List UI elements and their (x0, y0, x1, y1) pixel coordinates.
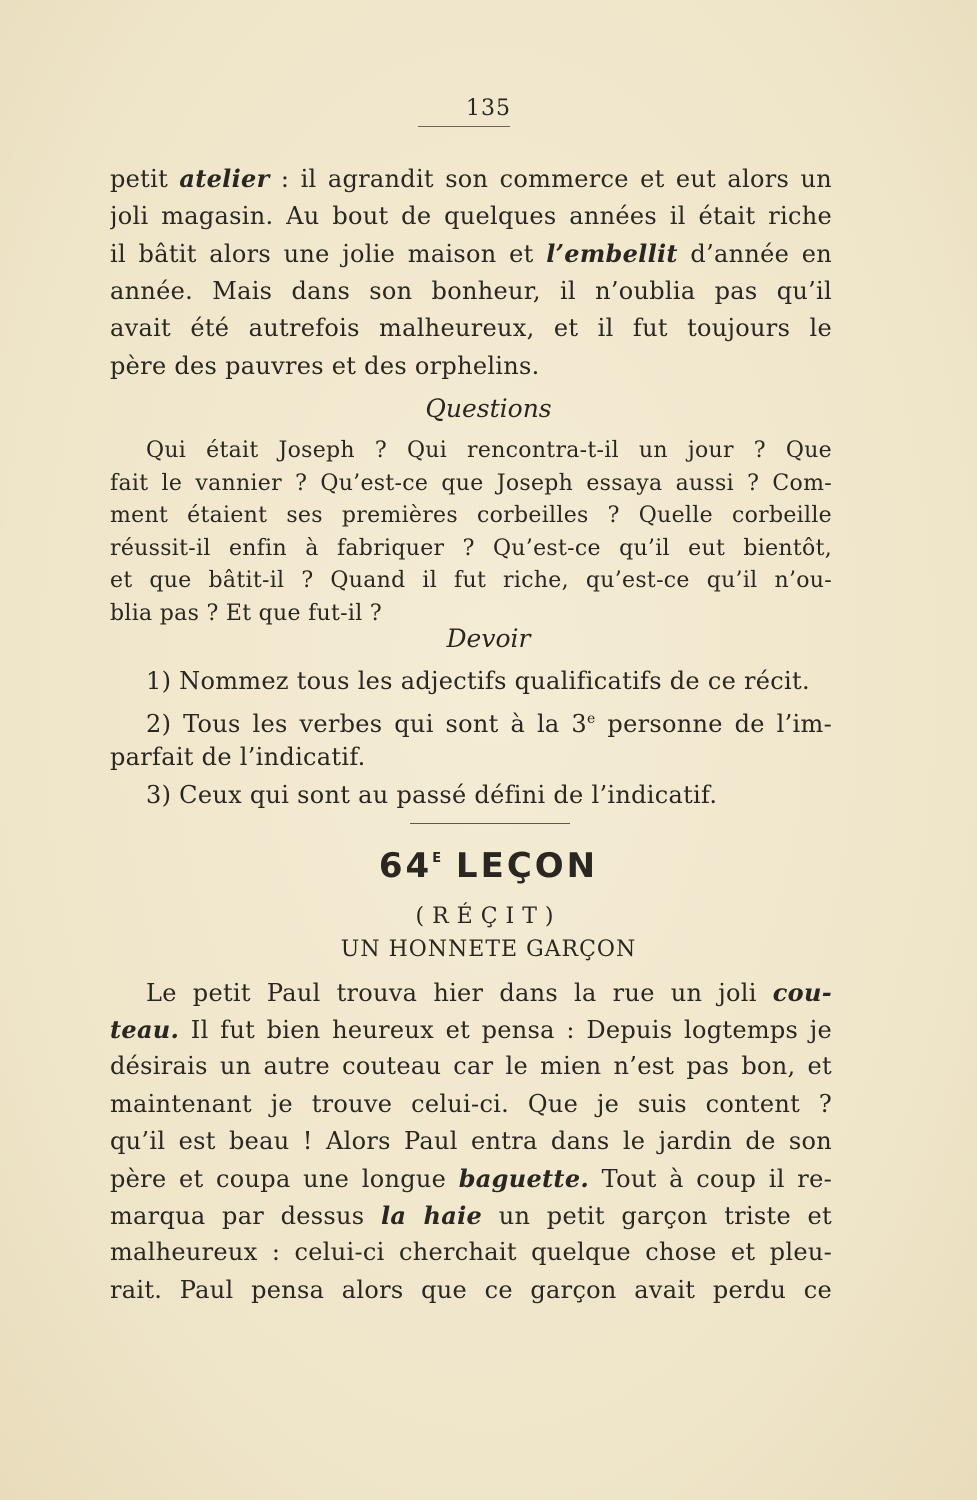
story-paragraph (110, 974, 832, 1309)
text-line: père des pauvres et des orphelins. (110, 351, 540, 380)
text-line: père et coupa une longue baguette. Tout à coup il re- (110, 1163, 832, 1193)
question-line: ment étaient ses premières corbeilles ? Quelle corbeille (110, 503, 832, 528)
text-line: teau. Il fut bien heureux et pensa : Depuis logtemps je (110, 1015, 832, 1045)
devoir-heading: Devoir (446, 624, 531, 653)
text-line: marqua par dessus la haie un petit garçon triste et (110, 1201, 832, 1231)
question-line: fait le vannier ? Qu’est-ce que Joseph essaya aussi ? Com- (110, 470, 832, 496)
lesson-story-title: UN HONNETE GARÇON (340, 937, 637, 962)
question-line: blia pas ? Et que fut-il ? (110, 600, 382, 626)
text-line: Le petit Paul trouva hier dans la rue un joli cou- (146, 978, 832, 1007)
top-rule (418, 126, 510, 127)
lesson-title: $64^E$ LEÇON (378, 846, 599, 886)
text-line: avait été autrefois malheureux, et il fut toujours le (110, 314, 832, 342)
text-line: il bâtit alors une jolie maison et l’embellit d’année en (110, 239, 832, 268)
page-number: 135 (466, 96, 511, 121)
devoir-item-2-cont: parfait de l’indicatif. (110, 743, 366, 771)
paragraph-conclusion (110, 160, 832, 385)
text-line: maintenant je trouve celui-ci. Que je suis content ? (110, 1089, 832, 1118)
text-line: année. Mais dans son bonheur, il n’oublia pas qu’il (110, 276, 832, 305)
question-line: et que bâtit-il ? Quand il fut riche, qu’est-ce qu’il n’ou- (110, 568, 832, 593)
devoir-item-2: 2) Tous les verbes qui sont à la 3e personne de l’im- (146, 710, 832, 738)
devoir-item-1: 1) Nommez tous les adjectifs qualificatifs de ce récit. (146, 667, 810, 695)
text-line: rait. Paul pensa alors que ce garçon avait perdu ce (110, 1275, 832, 1304)
lesson-type: (RÉÇIT) (415, 904, 562, 929)
text-line: qu’il est beau ! Alors Paul entra dans le jardin de son (110, 1126, 832, 1155)
section-divider (410, 823, 570, 824)
devoir-item-3: 3) Ceux qui sont au passé défini de l’indicatif. (146, 781, 718, 809)
question-line: réussit-il enfin à fabriquer ? Qu’est-ce qu’il eut bientôt, (110, 535, 832, 561)
devoir-block (110, 662, 832, 814)
questions-block (110, 435, 832, 630)
text-line: malheureux : celui-ci cherchait quelque chose et pleu- (110, 1238, 832, 1267)
text-line: désirais un autre couteau car le mien n’est pas bon, et (110, 1052, 832, 1081)
text-line: petit atelier : il agrandit son commerce et eut alors un (110, 164, 832, 193)
questions-heading: Questions (425, 394, 552, 423)
text-line: joli magasin. Au bout de quelques années il était riche (110, 201, 832, 230)
question-line: Qui était Joseph ? Qui rencontra-t-il un jour ? Que (146, 438, 832, 463)
